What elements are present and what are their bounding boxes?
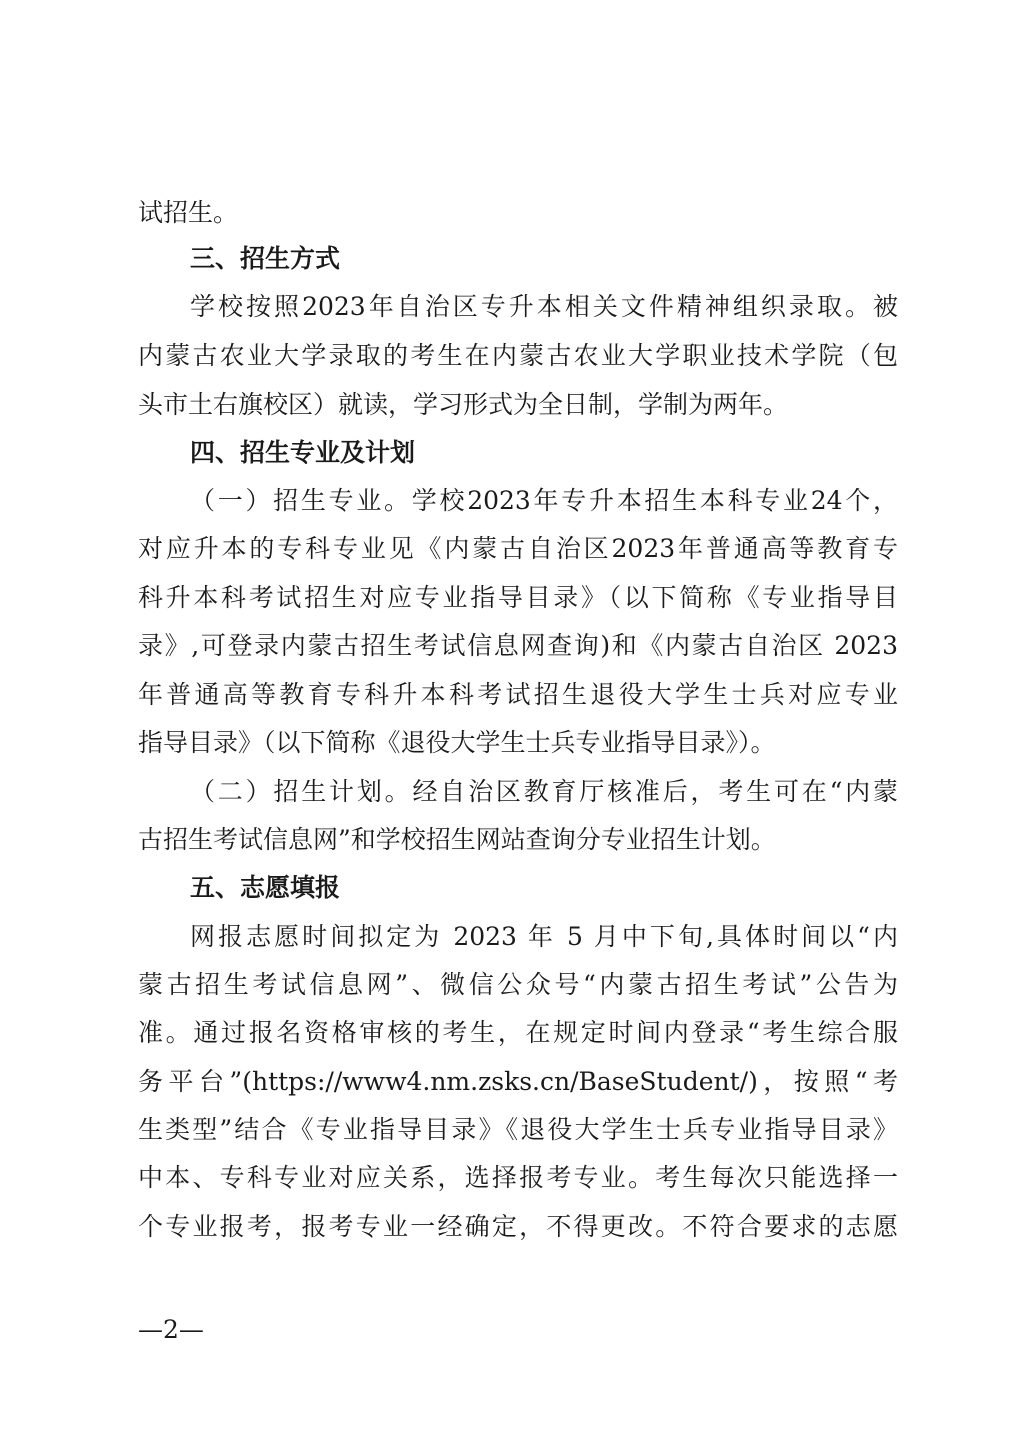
- section-heading-application: 五、志愿填报: [190, 873, 341, 902]
- paragraph-line: 头市土右旗校区）就读，学习形式为全日制，学制为两年。: [138, 390, 789, 419]
- paragraph-line: 中本、专科专业对应关系，选择报考专业。考生每次只能选择一: [138, 1163, 898, 1192]
- paragraph-line: 对应升本的专科专业见《内蒙古自治区2023年普通高等教育专: [138, 534, 898, 563]
- paragraph-line: 准。通过报名资格审核的考生，在规定时间内登录“考生综合服: [138, 1018, 898, 1047]
- paragraph-line: （二）招生计划。经自治区教育厅核准后，考生可在“内蒙: [190, 777, 898, 806]
- paragraph-line: 网报志愿时间拟定为 2023 年 5 月中下旬,具体时间以“内: [190, 922, 898, 951]
- paragraph-line: 务平台”(https://www4.nm.zsks.cn/BaseStudent/)，按照“考: [138, 1067, 898, 1096]
- section-heading-enrollment-method: 三、招生方式: [190, 244, 341, 273]
- text-line: 试招生。: [138, 198, 239, 227]
- paragraph-line: 古招生考试信息网”和学校招生网站查询分专业招生计划。: [138, 825, 776, 854]
- paragraph-line: 生类型”结合《专业指导目录》《退役大学生士兵专业指导目录》: [138, 1115, 898, 1144]
- paragraph-line: 个专业报考，报考专业一经确定，不得更改。不符合要求的志愿: [138, 1212, 898, 1241]
- paragraph-line: 科升本科考试招生对应专业指导目录》（以下简称《专业指导目: [138, 583, 898, 612]
- paragraph-line: 录》,可登录内蒙古招生考试信息网查询)和《内蒙古自治区 2023: [138, 631, 898, 660]
- page-number: —2—: [138, 1315, 204, 1344]
- paragraph-line: 学校按照2023年自治区专升本相关文件精神组织录取。被: [190, 292, 898, 321]
- paragraph-line: 指导目录》（以下简称《退役大学生士兵专业指导目录》）。: [138, 728, 776, 757]
- paragraph-line: （一）招生专业。学校2023年专升本招生本科专业24个，: [190, 486, 898, 515]
- section-heading-majors-and-plan: 四、招生专业及计划: [190, 438, 416, 467]
- paragraph-line: 内蒙古农业大学录取的考生在内蒙古农业大学职业技术学院（包: [138, 341, 898, 370]
- paragraph-line: 蒙古招生考试信息网”、微信公众号“内蒙古招生考试”公告为: [138, 970, 898, 999]
- paragraph-line: 年普通高等教育专科升本科考试招生退役大学生士兵对应专业: [138, 680, 898, 709]
